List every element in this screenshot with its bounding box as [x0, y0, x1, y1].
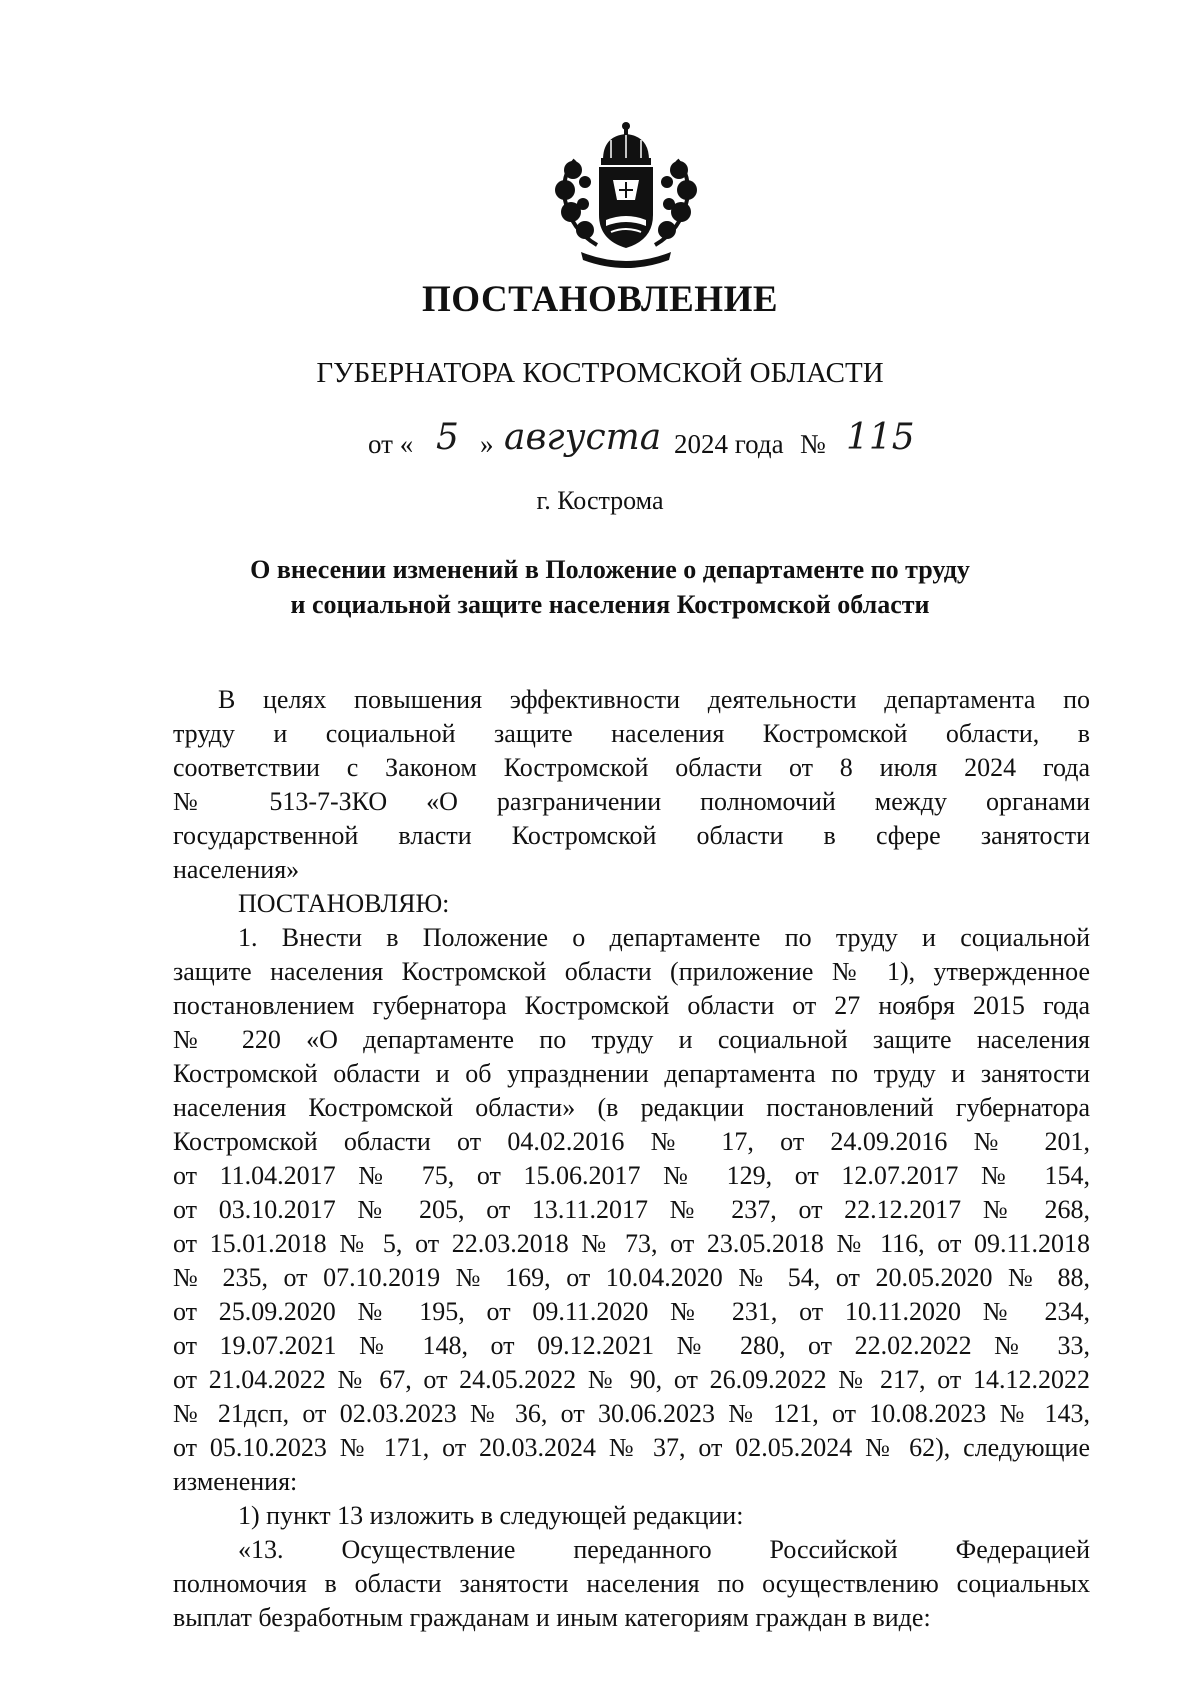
document-body [173, 683, 1090, 1635]
item-1-line: защите населения Костромской области (приложение № 1), утвержденное [173, 957, 1090, 986]
date-year: 2024 года [674, 429, 784, 459]
handwritten-number: 115 [846, 417, 915, 458]
item-13-line: полномочия в области занятости населения по осуществлению социальных [173, 1569, 1090, 1598]
item-1-line: постановлением губернатора Костромской области от 27 ноября 2015 года [173, 991, 1090, 1020]
decree-word: ПОСТАНОВЛЯЮ: [238, 889, 450, 918]
item-1-line: № 235, от 07.10.2019 № 169, от 10.04.2020 № 54, от 20.05.2020 № 88, [173, 1263, 1090, 1292]
preamble [173, 683, 1090, 887]
item-1-line: населения Костромской области» (в редакции постановлений губернатора [173, 1093, 1090, 1122]
preamble-line: соответствии с Законом Костромской области от 8 июля 2024 года [173, 753, 1090, 782]
city-line: г. Кострома [536, 486, 664, 515]
issuer-line: ГУБЕРНАТОРА КОСТРОМСКОЙ ОБЛАСТИ [316, 357, 884, 389]
item-13-line: «13. Осуществление переданного Российской Федерацией [238, 1535, 1090, 1564]
item-1-line: Костромской области от 04.02.2016 № 17, от 24.09.2016 № 201, [173, 1127, 1090, 1156]
item-13 [173, 1533, 1090, 1635]
preamble-line: труду и социальной защите населения Костромской области, в [173, 719, 1090, 748]
item-13-line: выплат безработным гражданам и иным категориям граждан в виде: [173, 1603, 931, 1632]
item-1-line: от 05.10.2023 № 171, от 20.03.2024 № 37, от 02.05.2024 № 62), следующие [173, 1433, 1090, 1462]
item-1-line: 1. Внести в Положение о департаменте по труду и социальной [238, 923, 1090, 952]
item-1-line: Костромской области и об упразднении департамента по труду и занятости [173, 1059, 1090, 1088]
item-1-line: № 21дсп, от 02.03.2023 № 36, от 30.06.2023 № 121, от 10.08.2023 № 143, [173, 1399, 1090, 1428]
kostroma-coat-of-arms-icon [551, 120, 701, 270]
date-number-line [368, 417, 1008, 469]
handwritten-day: 5 [436, 417, 459, 458]
handwritten-month: августа [504, 417, 662, 458]
number-sign: № [800, 429, 826, 459]
item-1-line: от 15.01.2018 № 5, от 22.03.2018 № 73, от 23.05.2018 № 116, от 09.11.2018 [173, 1229, 1090, 1258]
preamble-line: № 513-7-ЗКО «О разграничении полномочий между органами [173, 787, 1090, 816]
item-1-line: от 25.09.2020 № 195, от 09.11.2020 № 231, от 10.11.2020 № 234, [173, 1297, 1090, 1326]
item-1-line: № 220 «О департаменте по труду и социальной защите населения [173, 1025, 1090, 1054]
item-1-line: от 03.10.2017 № 205, от 13.11.2017 № 237, от 22.12.2017 № 268, [173, 1195, 1090, 1224]
preamble-line: В целях повышения эффективности деятельности департамента по [218, 685, 1090, 714]
preamble-line: населения» [173, 855, 300, 884]
preamble-line: государственной власти Костромской области в сфере занятости [173, 821, 1090, 850]
date-prefix: от « [368, 429, 414, 459]
title-line-2: и социальной защите населения Костромской области [290, 590, 930, 619]
item-1-line: от 11.04.2017 № 75, от 15.06.2017 № 129, от 12.07.2017 № 154, [173, 1161, 1090, 1190]
document-title [200, 552, 1020, 622]
document-type: ПОСТАНОВЛЕНИЕ [421, 279, 779, 320]
date-quote-close: » [480, 429, 494, 459]
subitem-1: 1) пункт 13 изложить в следующей редакции: [238, 1501, 744, 1530]
title-line-1: О внесении изменений в Положение о департаменте по труду [250, 555, 970, 584]
item-1-line: от 21.04.2022 № 67, от 24.05.2022 № 90, от 26.09.2022 № 217, от 14.12.2022 [173, 1365, 1090, 1394]
item-1-line: изменения: [173, 1467, 298, 1496]
item-1-line: от 19.07.2021 № 148, от 09.12.2021 № 280, от 22.02.2022 № 33, [173, 1331, 1090, 1360]
item-1 [173, 921, 1090, 1499]
